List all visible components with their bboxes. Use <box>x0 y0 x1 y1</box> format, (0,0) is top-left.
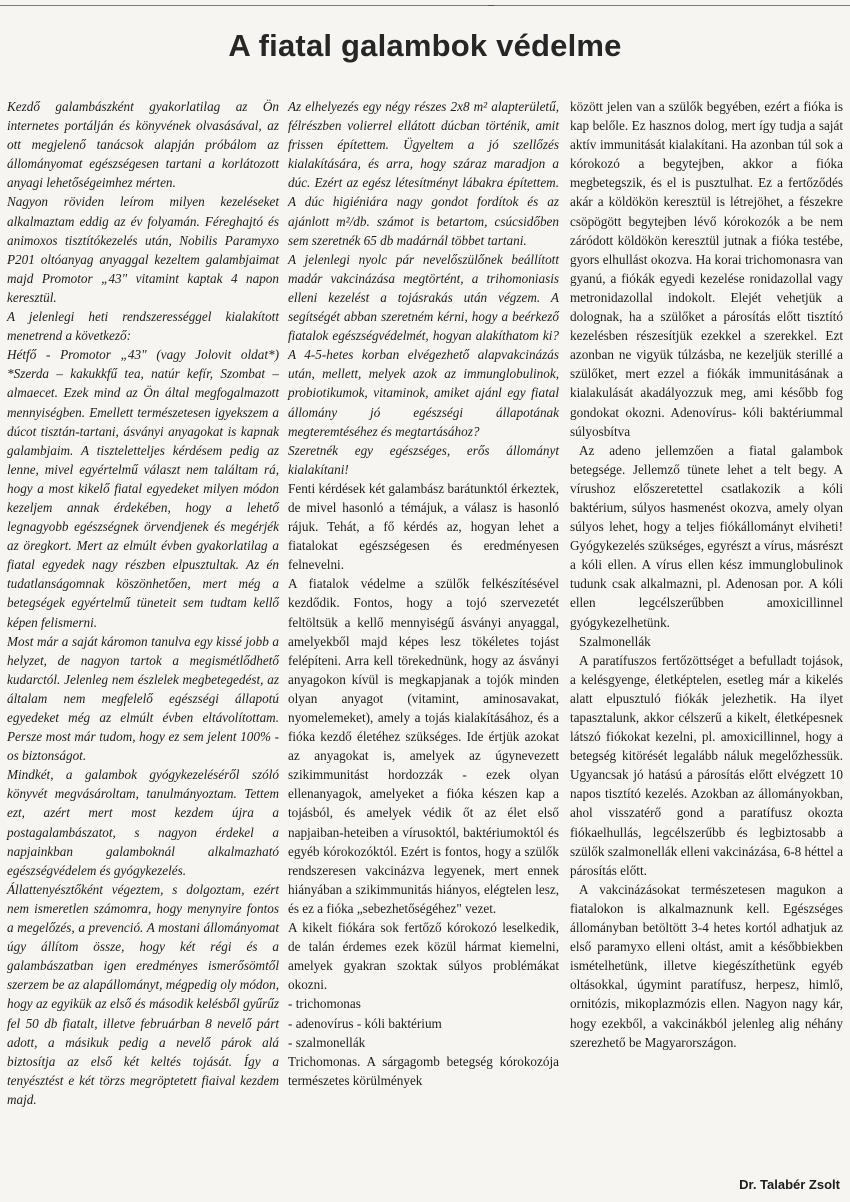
paragraph: A vakcinázásokat természetesen magukon a fiatalokon is alkalmaznunk kell. Egészséges állományban betöltött 3-4 hetes kortól adhatjuk az első paramyxo elleni oltást, amit a későbbiekben ismételhetünk, illetve kiegészíthetünk egyéb oltásokkal, úgymint paratífusz, herpesz, himlő, ornitózis, mikoplazmózis ellen. Nagyon nagy kár, hogy ezekből, a vakcinákból jelenleg alig néhány szerezhető be Magyarországon. <box>570 881 843 1050</box>
column-3 <box>570 97 843 1052</box>
paragraph: Hétfő - Promotor „43" (vagy Jolovit oldat*) *Szerda – kakukkfű tea, natúr kefír, Szombat – almaecet. Ezek mind az Ön által megfogalmazott mennyiségben. Emellett természetesen igyekszem a dúcot tisztán-tartani, ásványi anyagokat is kapnak galambjaim. A tiszteletteljes kérdésem pedig az lenne, mivel egyértelmű választ nem találtam rá, hogy a most kikelő fiatal egyedeket milyen módon kezeljem annak érdekében, hogy a lehető legnagyobb egészségnek örvendjenek és megérjék az öregkort. Mert az elmúlt évben gyakorlatilag a fiatal egyedek nagy részben elpusztultak. Az én tudatlanságomnak köszönhetően, mert még a betegségek egyértelmű tüneteit sem tudtam kellő képen felismerni. <box>7 347 279 630</box>
section-heading: Szalmonellák <box>579 633 651 649</box>
paragraph: Nagyon röviden leírom milyen kezeléseket alkalmaztam eddig az év folyamán. Féreghajtó és animoxos tisztítókezelés után, Nobilis Paramyxo P201 oltóanyag anyaggal kezeltem galambjaimat majd Promotor „43" vitamint kaptak 4 napon keresztül. <box>7 194 279 305</box>
article-title: A fiatal galambok védelme <box>228 28 622 63</box>
column-1 <box>7 97 279 1109</box>
paragraph: Kezdő galambászként gyakorlatilag az Ön internetes portálján és könyvének olvasásával, az ott megjelenő tanácsok alapján próbálom az állományomat egészségesen tartani a korlátozott anyagi lehetőségeimhez mérten. <box>7 99 279 191</box>
paragraph: Mindkét, a galambok gyógykezeléséről szóló könyvét megvásároltam, tanulmányoztam. Tettem ezt, azért mert most kezdem újra a postagalambászatot, s nagyon érdekel a napjainkban galamboknál alkalmazható egészségvédelem és gyógykezelés. <box>7 767 279 878</box>
paragraph: A paratífuszos fertőzöttséget a befulladt tojások, a kelésgyenge, életképtelen, esetleg már a kikelés alatt elpusztuló fiókák jelezhetik. Ha ilyet tapasztalunk, akkor célszerű a kikelt, életképesnek látszó fiókokat kezelni, pl. amoxicillinnel, hogy a betegség kitörését legalább náluk megelőzhessük. Ugyancsak jó hatású a párosítás előtt elvégzett 10 napos tisztító kezelés. Azokban az állományokban, ahol visszatérő gond a paratífusz okozta fiókaelhullás, legcélszerűbb és legbiztosabb a szülők szalmonellák elleni vakcinázása, 6-8 héttel a párosítás előtt. <box>570 652 843 878</box>
paragraph: A fiatalok védelme a szülők felkészítésével kezdődik. Fontos, hogy a tojó szervezetét feltöltsük a kellő mennyiségű ásványi anyaggal, amelyekből majd képes lesz tökéletes tojást felépíteni. Arra kell törekednünk, hogy az ásványi anyagokon kívül is megkapjanak a tojók minden olyan anyagot (vitamint, aminosavakat, nyomelemeket), amely a tojás kialakításához, és a fióka kezdő életéhez szükséges. Ide értjük azokat az anyagokat is, amelyek az úgynevezett szikimmunitást hordozzák - ezek olyan ellenanyagok, amelyeket a fióka készen kap a tojásból, és amelyek védik őt az élet első napjaiban-heteiben a vírusoktól, baktériumoktól és egyéb kórokozóktól. Ezért is fontos, hogy a szülők rendszeresen vakcinázva legyenek, mert ennek hiányában a szikimmunitás hiányos, elégtelen lesz, és ez a fióka „sebezhetőségéhez" vezet. <box>288 576 559 916</box>
paragraph: Trichomonas. A sárgagomb betegség kórokozója természetes körülmények <box>288 1053 559 1088</box>
paragraph: Most már a saját káromon tanulva egy kissé jobb a helyzet, de nagyon tartok a megismétlődhető kudarctól. Jelenleg nem észlelek megbetegedést, az általam nem megfelelő egészségi állapotú egyedeket még az elmúlt évben eltávolítottam. Persze most már tudom, hogy ez sem jelent 100% -os biztonságot. <box>7 633 279 764</box>
top-rule <box>0 5 850 6</box>
page-marker <box>488 0 494 6</box>
list-item: - szalmonellák <box>288 1034 366 1050</box>
paragraph: között jelen van a szülők begyében, ezért a fióka is kap belőle. Ez hasznos dolog, mert így tudja a saját aktív immunitását kialakítani. Ha azonban túl sok a kórokozó a begytejben, akkor a fióka megbetegszik, és el is pusztulhat. Ez a fertőződés akár a köldökön keresztül is létrejöhet, a fészekre csöpögött begytejben lévő kórokozók a be nem záródott köldökön keresztül jutnak a fióka testébe, gyors elhullást okozva. Ha korai trichomonasra van gyanú, a fiókák egyedi kezelése ronidazollal vagy metronidazollal indokolt. Elejét vehetjük a dolognak, ha a szülőket a párosítás előtt tisztító kezelésben részesítjük ezekkel a szerekkel. Ezt azonban ne vigyük túlzásba, ne kezeljük sterillé a szülőket, mert ezzel a fiókák immunitásának a kialakulását akadályozzuk meg, ami később fog gondokat okozni. Adenovírus- kóli baktériummal súlyosbítva <box>570 99 843 439</box>
paragraph: Az adeno jellemzően a fiatal galambok betegsége. Jellemző tünete lehet a telt begy. A vírushoz előszeretettel csatlakozik a kóli baktérium, súlyos hasmenést okozva, amely olyan súlyos lehet, hogy a teljes fiókállományt elviheti! Gyógykezelés szükséges, egyrészt a vírus, másrészt a kóli ellen. A vírus ellen kész immunglobulinok tudunk csak alkalmazni, pl. Adenosan por. A kóli ellen legcélszerűbben amoxicillinnel gyógykezelhetünk. <box>570 442 843 630</box>
paragraph: Állattenyésztőként végeztem, s dolgoztam, ezért nem ismeretlen számomra, hogy menynyire fontos a megelőzés, a prevenció. A mostani állományomat úgy állítom össze, hogy két régi és a galambászatban igen eredményes ismerősömtől szerzem be az alapállományt, mégpedig oly módon, hogy az egyikük az első és második kelésből gyűrűz fel 50 db fiatalt, illetve februárban 8 nevelő párt adott, a másikuk pedig a nevelő párok alá biztosítja az első két keltés tojását. Így a tenyésztést e két törzs megröptetett fiaival kezdem majd. <box>7 881 279 1107</box>
author-byline: Dr. Talabér Zsolt <box>739 1177 840 1192</box>
paragraph: Szeretnék egy egészséges, erős állományt kialakítani! <box>288 442 559 477</box>
paragraph: Az elhelyezés egy négy részes 2x8 m² alapterületű, félrészben volierrel ellátott dúcban történik, amit frissen építettem. Ügyeltem a jó szellőzés kialakítására, és arra, hogy száraz maradjon a dúc. Ezért az egész létesítményt lábakra építettem. A dúc higiéniára nagy gondot fordítok és az ajánlott m²/db. számot is betartom, csúcsidőben sem szeretnék 65 db madárnál többet tartani. <box>288 99 559 248</box>
column-2 <box>288 97 559 1090</box>
list-item: - trichomonas <box>288 996 361 1012</box>
paragraph: Fenti kérdések két galambász barátunktól érkeztek, de mivel hasonló a témájuk, a válasz is hasonló rájuk. Tehát, a fő kérdés az, hogyan lehet a fiatalokat egészségesen és eredményesen felnevelni. <box>288 480 559 573</box>
paragraph: A jelenlegi heti rendszerességgel kialakított menetrend a következő: <box>7 309 279 344</box>
paragraph: A jelenlegi nyolc pár nevelőszülőnek beállított madár vakcinázása megtörtént, a trihomoniasis elleni kezelést a tojásrakás után végzem. A segítségét abban szeretném kérni, hogy a beérkező fiatalok egészségvédelmét, hogyan alakíthatom ki? A 4-5-hetes korban elvégezhető alapvakcinázás után, mellett, melyek azok az immunglobulinok, probiotikumok, vitaminok, amiket ajánl egy fiatal állomány jó egészségi állapotának megteremtéséhez és megtartásához? <box>288 251 559 439</box>
list-item: - adenovírus - kóli baktérium <box>288 1015 442 1031</box>
paragraph: A kikelt fiókára sok fertőző kórokozó leselkedik, de talán érdemes ezek közül hármat kiemelni, amelyek gyakran szoktak súlyos problémákat okozni. <box>288 920 559 993</box>
